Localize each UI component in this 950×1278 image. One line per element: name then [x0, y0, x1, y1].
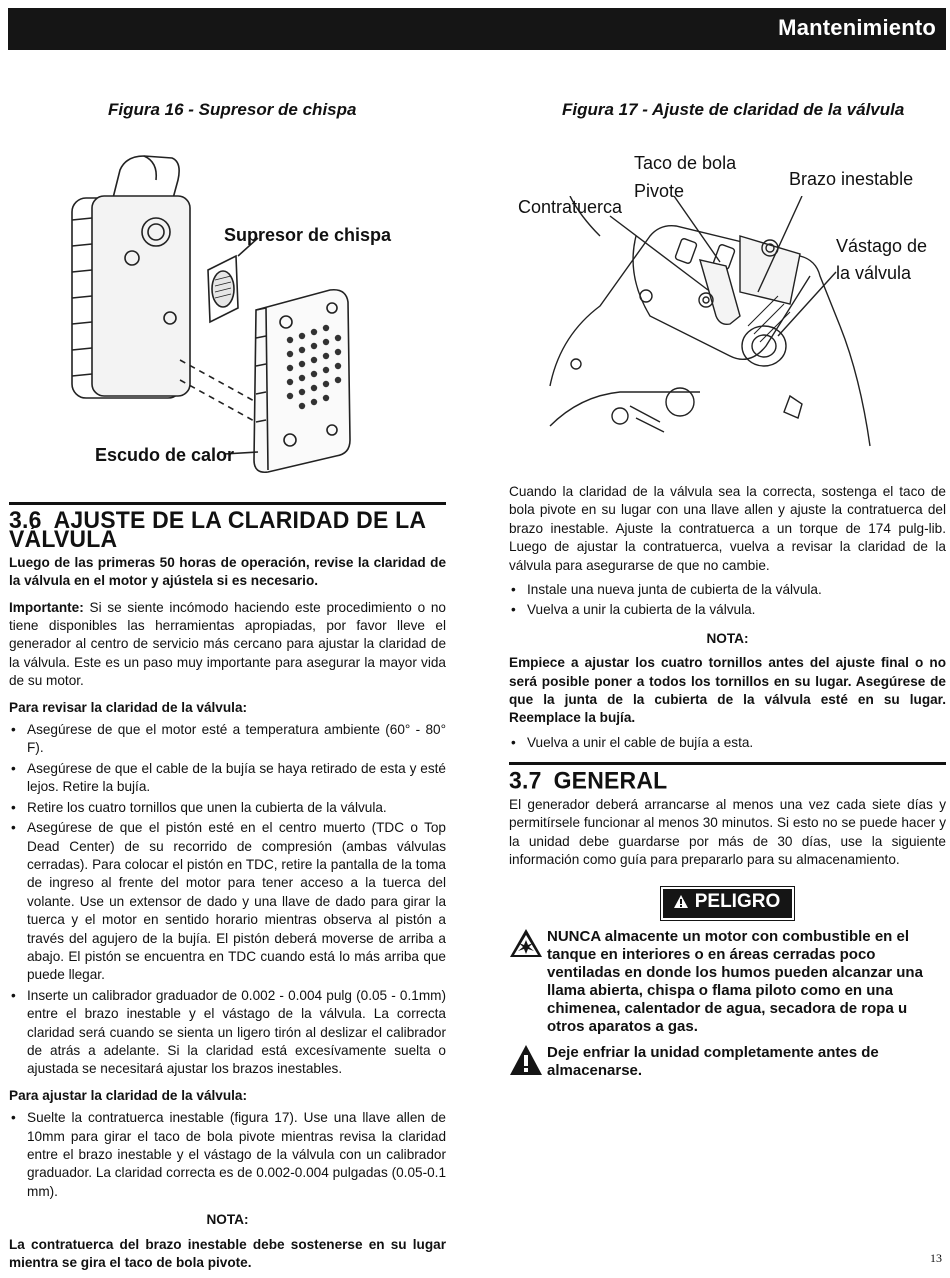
warning-row-1	[509, 928, 946, 1036]
header-bar	[8, 8, 946, 50]
right-list1	[509, 581, 946, 620]
label-ball-stud-line2: Pivote	[634, 181, 685, 201]
label-valve-stem-line1: Vástago de	[836, 236, 928, 256]
right-column	[509, 483, 946, 1087]
label-rocker-arm: Brazo inestable	[789, 169, 914, 189]
warning-text-1: NUNCA almacente un motor con combustible en el tanque en interiores o en áreas cerradas poco ventiladas en donde los humos pueden alcanzar una llama abierta, chispa o flama piloto como en una chimenea, calentador de agua, secadora de ropa u otros aparatos a gas.	[547, 927, 923, 1035]
label-heat-shield: Escudo de calor	[95, 445, 235, 465]
section36-intro: Luego de las primeras 50 horas de operación, revise la claridad de la válvula en el motor y ajústela si es necesario.	[9, 554, 446, 589]
list-item: • Suelte la contratuerca inestable (figura 17). Use una llave allen de 10mm para girar el taco de bola pivote mientras revisa la claridad entre el brazo inestable y el vástago de la válvula con un calibrador graduador. La claridad correcta es de 0.002-0.004 pulgadas (0.05-0.1 mm).	[9, 1109, 446, 1201]
importante-text: Si se siente incómodo haciendo este procedimiento o no tiene disponibles las herramientas apropiadas, por favor lleve el generador al centro de servicio más cercano para ajustar la claridad de la válvula. Este es un paso muy importante para asegurar la mayor vida de su motor.	[9, 599, 446, 689]
right-para1: Cuando la claridad de la válvula sea la correcta, sostenga el taco de bola pivote en su lugar con una llave allen y ajuste la contratuerca del brazo inestable. Ajuste la contratuerca a un torque de 174 pulg-lib. Luego de ajustar la contratuerca, vuelva a revisar la claridad de la válvula para asegurarse de que no cambie.	[509, 484, 946, 573]
ajustar-list	[9, 1109, 446, 1201]
section36-number: 3.6	[9, 505, 42, 534]
exclamation-warning-icon	[509, 1044, 543, 1081]
danger-label: PELIGRO	[694, 891, 781, 913]
label-lock-nut: Contratuerca	[518, 197, 623, 217]
section37-number: 3.7	[509, 766, 542, 794]
section36-importante	[9, 599, 446, 691]
left-column	[9, 502, 446, 1278]
list-item: • Asegúrese de que el pistón esté en el centro muerto (TDC o Top Dead Center) de su recorrido de compresión (ambas válvulas cerradas). Para colocar el pistón en TDC, retire la pantalla de la toma de ingreso al frente del motor para tener acceso a la tuerca del volante. Use un extensor de dado y una llave de dado para girar la tuerca y el motor en sentido horario mientras observa al pistón a través del agujero de la bujía. El pistón deberá moverse de arriba a abajo. El pistón se encuentra en TDC cuando está lo más arriba que puede llegar.	[9, 819, 446, 985]
list-item: • Vuelva a unir el cable de bujía a esta.	[509, 734, 946, 752]
warning-triangle-icon	[673, 894, 689, 913]
list-item: • Asegúrese de que el motor esté a temperatura ambiente (60° - 80° F).	[9, 721, 446, 758]
section37-text: El generador deberá arrancarse al menos una vez cada siete días y permitírsele funcionar al menos 30 minutos. Si esto no se puede hacer y la unidad debe guardarse por más de 30 días, use la siguiente información como guía para prepararlo para su almacenamiento.	[509, 796, 946, 867]
page-number: 13	[930, 1251, 942, 1265]
explosion-hazard-icon	[509, 928, 543, 963]
section36-title-text: AJUSTE DE LA CLARIDAD DE LA VÁLVULA	[9, 505, 426, 553]
nota-text-right: Empiece a ajustar los cuatro tornillos antes del ajuste final o no será posible poner a todos los tornillos en su lugar. Asegúrese de que la junta de la cubierta de la válvula esté en su lugar. Reemplace la bujía.	[509, 655, 946, 726]
list-item: • Vuelva a unir la cubierta de la válvula.	[509, 601, 946, 619]
danger-header	[509, 889, 946, 917]
label-ball-stud-line1: Taco de bola	[634, 153, 737, 173]
label-valve-stem-line2: la válvula	[836, 263, 912, 283]
section36-title	[9, 505, 446, 553]
section37-title-text: GENERAL	[553, 766, 668, 794]
page-section-title: Mantenimiento	[778, 15, 936, 40]
list-item: • Asegúrese de que el cable de la bujía se haya retirado de esta y esté lejos. Retire la bujía.	[9, 760, 446, 797]
label-spark-arrestor: Supresor de chispa	[224, 225, 392, 245]
nota-label-right: NOTA:	[706, 630, 749, 646]
revisar-heading: Para revisar la claridad de la válvula:	[9, 699, 248, 715]
list-item: • Instale una nueva junta de cubierta de la válvula.	[509, 581, 946, 599]
section36-rule	[9, 502, 446, 505]
section37-title	[509, 766, 946, 794]
figure16-illustration	[60, 140, 460, 480]
figure17-caption: Figura 17 - Ajuste de claridad de la válvula	[562, 100, 905, 119]
importante-label: Importante:	[9, 599, 84, 615]
list-item: • Inserte un calibrador graduador de 0.002 - 0.004 pulg (0.05 - 0.1mm) entre el brazo inestable y el vástago de la válvula. La correcta claridad será cuando se sienta un ligero tirón al deslizar el calibrador de atrás a adelante. Si la claridad está excesívamente suelta o ajustada se necesitará ajustar los brazos inestables.	[9, 987, 446, 1079]
spark-arrestor-drawing	[60, 140, 460, 480]
warning-row-2	[509, 1044, 946, 1081]
section37-rule	[509, 762, 946, 765]
list-item: • Retire los cuatro tornillos que unen la cubierta de la válvula.	[9, 799, 446, 817]
revisar-list	[9, 721, 446, 1079]
warning-text-2: Deje enfriar la unidad completamente antes de almacenarse.	[547, 1043, 879, 1079]
ajustar-heading: Para ajustar la claridad de la válvula:	[9, 1087, 248, 1103]
right-list2	[509, 734, 946, 752]
nota-text-left: La contratuerca del brazo inestable debe sostenerse en su lugar mientra se gira el taco de bola pivote.	[9, 1236, 446, 1271]
figure16-caption: Figura 16 - Supresor de chispa	[108, 100, 357, 119]
nota-label-left: NOTA:	[206, 1212, 249, 1228]
danger-badge	[663, 889, 793, 917]
